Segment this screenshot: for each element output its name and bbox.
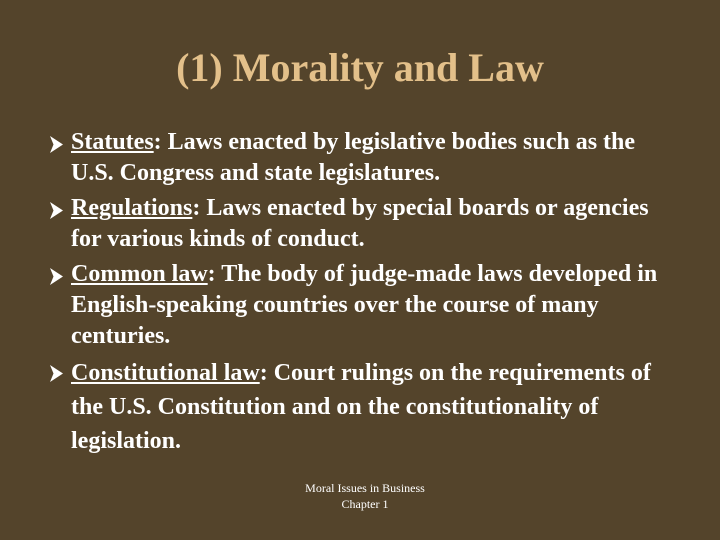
bullet-item-statutes xyxy=(48,127,678,189)
bullet-term: Regulations xyxy=(71,195,193,221)
arrowhead-bullet-icon xyxy=(48,193,68,224)
bullet-term: Common law xyxy=(71,261,208,287)
bullet-item-common-law xyxy=(48,259,678,352)
bullet-list xyxy=(48,127,678,462)
footer-line-course: Moral Issues in Business xyxy=(305,481,425,495)
bullet-item-constitutional-law xyxy=(48,356,678,458)
bullet-term: Constitutional law xyxy=(71,360,260,386)
bullet-item-regulations xyxy=(48,193,678,255)
arrowhead-bullet-icon xyxy=(48,127,68,158)
bullet-definition: : The body of judge-made laws developed in English-speaking countries over the course of many centuries. xyxy=(71,261,658,349)
bullet-definition: : Court rulings on the requirements of the U.S. Constitution and on the constitutionality of legislation. xyxy=(71,360,651,454)
bullet-definition: : Laws enacted by special boards or agencies for various kinds of conduct. xyxy=(71,195,649,252)
slide-title: (1) Morality and Law xyxy=(176,45,544,90)
arrowhead-bullet-icon xyxy=(48,356,68,387)
bullet-term: Statutes xyxy=(71,129,154,155)
arrowhead-bullet-icon xyxy=(48,259,68,290)
footer-line-chapter: Chapter 1 xyxy=(341,497,389,511)
bullet-definition: : Laws enacted by legislative bodies such as the U.S. Congress and state legislatures. xyxy=(71,129,636,186)
slide-footer xyxy=(0,480,720,512)
